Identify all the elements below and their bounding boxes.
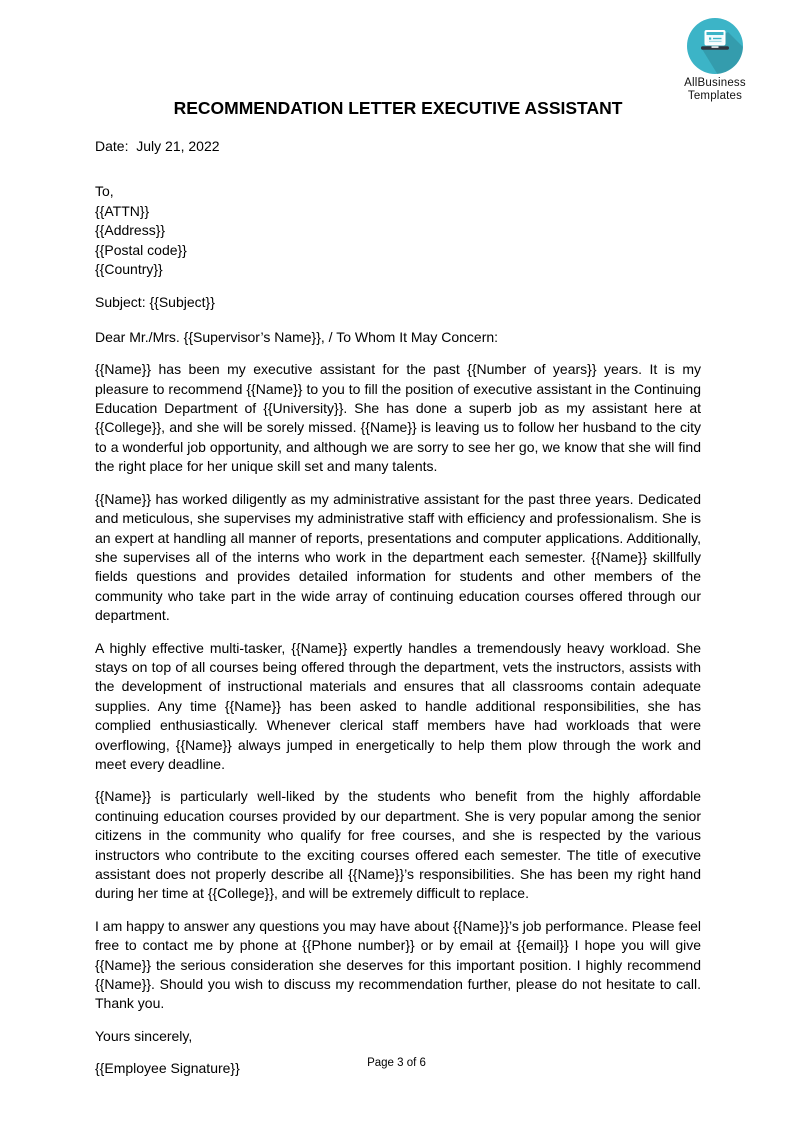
page-title: RECOMMENDATION LETTER EXECUTIVE ASSISTANT: [173, 98, 623, 118]
paragraph-3: A highly effective multi-tasker, {{Name}} expertly handles a tremendously heavy workload. She stays on top of all courses being offered through the department, vets the instructors, assists with the development of instructional materials and ensures that all classrooms contain adequate supplies. Any time {{Name}} has been asked to handle additional responsibilities, she has complied enthusiastically. Whenever clerical staff members have had workloads that were overflowing, {{Name}} always jumped in energetically to help them plow through the work and meet every deadline.: [95, 639, 701, 772]
recipient-block: [95, 182, 701, 279]
recipient-line-attn: {{ATTN}}: [95, 202, 150, 219]
laptop-icon: [687, 18, 743, 74]
paragraph-5: I am happy to answer any questions you may have about {{Name}}’s job performance. Please feel free to contact me by phone at {{Phone number}} or by email at {{email}} I hope you will give {{Name}} the serious consideration she deserves for this important position. I highly recommend {{Name}}. Should you wish to discuss my recommendation further, please do not hesitate to call. Thank you.: [95, 917, 701, 1012]
logo-text-line2: Templates: [687, 89, 743, 102]
company-logo: [665, 18, 765, 102]
signature-placeholder: {{Employee Signature}}: [95, 1060, 240, 1077]
recipient-line-postal-code: {{Postal code}}: [95, 241, 187, 258]
paragraph-2: {{Name}} has worked diligently as my administrative assistant for the past three years. Dedicated and meticulous, she supervises my administrative staff with efficiency and professionalism. She is an expert at handling all manner of reports, presentations and computer applications. Additionally, she supervises all of the interns who work in the department each semester. {{Name}} skillfully fields questions and provides detailed information for students and other members of the community who take part in the wide array of continuing education courses offered through our department.: [95, 490, 701, 624]
subject-line: Subject: {{Subject}}: [95, 294, 215, 311]
date-line: Date: July 21, 2022: [95, 138, 220, 154]
logo-text-line1: AllBusiness: [684, 77, 746, 89]
salutation: Dear Mr./Mrs. {{Supervisor’s Name}}, / To Whom It May Concern:: [95, 328, 499, 345]
paragraph-4: {{Name}} is particularly well-liked by the students who benefit from the highly affordable continuing education courses provided by our department. She is very popular among the senior citizens in the community who qualify for free courses, and she is respected by the various instructors who contribute to the exciting courses offered each semester. The title of executive assistant does not properly describe all {{Name}}’s responsibilities. She has been my right hand during her time at {{College}}, and will be extremely difficult to replace.: [95, 788, 701, 902]
recipient-line-country: {{Country}}: [95, 261, 163, 278]
recipient-line-address: {{Address}}: [95, 222, 166, 239]
page-number: Page 3 of 6: [367, 1057, 426, 1069]
closing: Yours sincerely,: [95, 1027, 193, 1044]
paragraph-1: {{Name}} has been my executive assistant for the past {{Number of years}} years. It is my pleasure to recommend {{Name}} to you to fill the position of executive assistant in the Continuing Education Department of {{University}}. She has done a superb job as my assistant here at {{College}}, and she will be sorely missed. {{Name}} is leaving us to follow her husband to the city to a wonderful job opportunity, and although we are sorry to see her go, we know that she will find the right place for her unique skill set and many talents.: [95, 361, 701, 475]
recipient-line-to: To,: [95, 183, 114, 200]
